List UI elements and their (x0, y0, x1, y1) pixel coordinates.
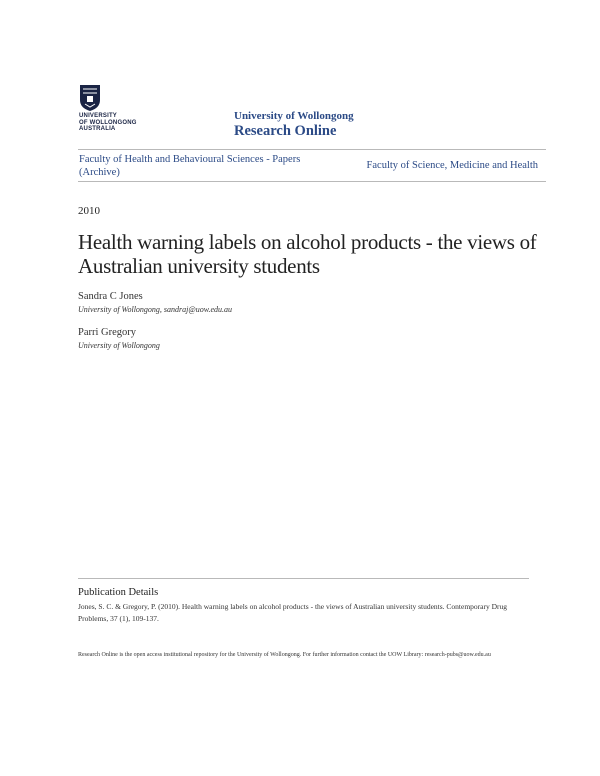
repository-footer: Research Online is the open access institutional repository for the University of Wollongong. For further information contact the UOW Library: research-pubs@uow.edu.au (78, 652, 491, 658)
publication-details-heading: Publication Details (78, 587, 159, 598)
collection-link-health[interactable]: Faculty of Health and Behavioural Sciences - Papers (Archive) (79, 154, 301, 178)
university-shield-icon (79, 84, 101, 112)
logo-wordmark: UNIVERSITY OF WOLLONGONG AUSTRALIA (79, 113, 137, 133)
publication-year: 2010 (78, 205, 100, 217)
university-link[interactable]: University of Wollongong (234, 110, 354, 122)
author-name[interactable]: Sandra C Jones (78, 291, 143, 302)
collections-bar (78, 149, 546, 182)
research-online-link[interactable]: Research Online (234, 123, 337, 139)
repository-header (234, 110, 354, 140)
divider (78, 578, 529, 579)
paper-title: Health warning labels on alcohol products - the views of Australian university students (78, 230, 537, 278)
uow-logo (79, 84, 151, 136)
collection-link-science[interactable]: Faculty of Science, Medicine and Health (366, 160, 538, 171)
author-affiliation: University of Wollongong (78, 341, 160, 350)
publication-details-text: Jones, S. C. & Gregory, P. (2010). Health warning labels on alcohol products - the views of Australian university students. Contemporary Drug Problems, 37 (1), 109-137. (78, 602, 508, 623)
author-name[interactable]: Parri Gregory (78, 327, 137, 338)
author-affiliation: University of Wollongong, sandraj@uow.edu.au (78, 305, 233, 314)
